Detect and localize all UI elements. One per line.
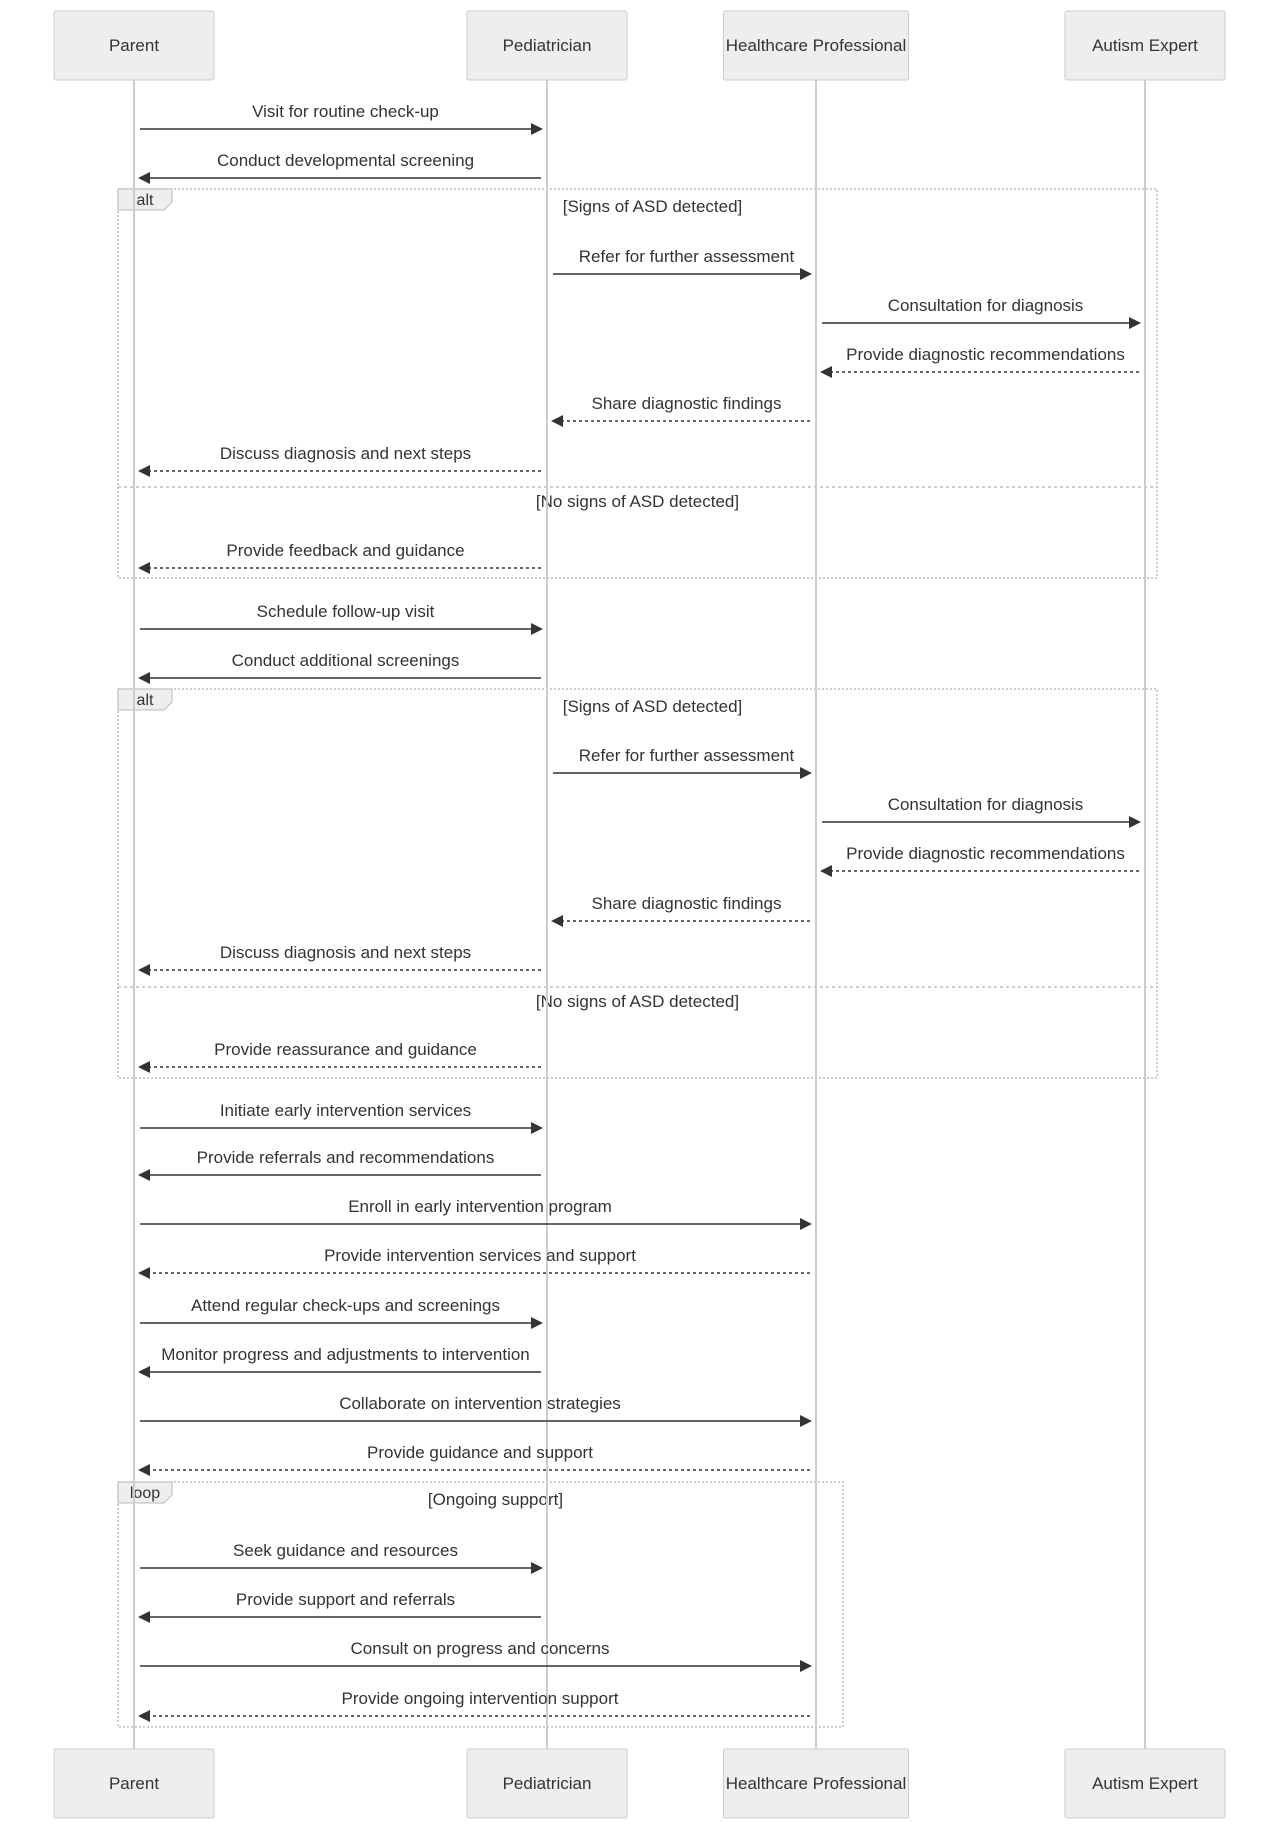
arrowhead-icon — [531, 623, 543, 635]
message-label: Provide diagnostic recommendations — [846, 844, 1125, 863]
message-label: Discuss diagnosis and next steps — [219, 943, 472, 962]
arrowhead-icon — [138, 964, 150, 976]
arrowhead-icon — [138, 1464, 150, 1476]
arrowhead-icon — [531, 1122, 543, 1134]
message-label: Conduct developmental screening — [216, 151, 475, 170]
message — [138, 1443, 810, 1476]
arrowhead-icon — [1129, 317, 1141, 329]
actor-label: Pediatrician — [502, 36, 592, 55]
actor-label: Autism Expert — [1092, 1774, 1198, 1793]
message — [138, 1040, 541, 1073]
actor-pediatrician-top — [467, 11, 627, 80]
actor-label: Healthcare Professional — [725, 36, 907, 55]
message-label: Initiate early intervention services — [219, 1101, 472, 1120]
message — [138, 943, 541, 976]
message-label: Refer for further assessment — [578, 746, 795, 765]
message — [140, 1541, 543, 1574]
arrowhead-icon — [551, 915, 563, 927]
message — [553, 247, 812, 280]
message — [138, 1246, 810, 1279]
message-label: Provide intervention services and support — [324, 1246, 636, 1265]
actor-expert-top — [1065, 11, 1225, 80]
actor-label: Pediatrician — [502, 1774, 592, 1793]
message-label: Consult on progress and concerns — [350, 1639, 610, 1658]
message — [138, 1148, 541, 1181]
arrowhead-icon — [138, 1169, 150, 1181]
actor-hcp-top — [724, 11, 909, 80]
message — [822, 795, 1141, 828]
message — [138, 151, 541, 184]
message-label: Monitor progress and adjustments to intervention — [161, 1345, 530, 1364]
arrowhead-icon — [138, 465, 150, 477]
actor-hcp-bottom — [724, 1749, 909, 1818]
arrowhead-icon — [138, 1611, 150, 1623]
message — [138, 444, 541, 477]
arrowhead-icon — [138, 1061, 150, 1073]
frame-condition: [Signs of ASD detected] — [562, 697, 743, 716]
arrowhead-icon — [800, 767, 812, 779]
message — [551, 394, 810, 427]
message — [138, 1345, 541, 1378]
frame-kind-label: alt — [136, 192, 154, 209]
message — [140, 1639, 812, 1672]
arrowhead-icon — [800, 1660, 812, 1672]
arrowhead-icon — [800, 1415, 812, 1427]
arrowhead-icon — [531, 1317, 543, 1329]
arrowhead-icon — [820, 366, 832, 378]
message-label: Provide reassurance and guidance — [214, 1040, 477, 1059]
message-label: Share diagnostic findings — [591, 894, 782, 913]
message-label: Consultation for diagnosis — [887, 795, 1084, 814]
frame-condition: [Ongoing support] — [427, 1490, 564, 1509]
lifelines-layer — [134, 80, 1145, 1749]
messages-layer — [138, 102, 1141, 1722]
arrowhead-icon — [138, 562, 150, 574]
arrowhead-icon — [800, 1218, 812, 1230]
arrowhead-icon — [531, 1562, 543, 1574]
message — [551, 894, 810, 927]
message — [138, 1590, 541, 1623]
arrowhead-icon — [820, 865, 832, 877]
actor-parent-bottom — [54, 1749, 214, 1818]
message — [553, 746, 812, 779]
actor-expert-bottom — [1065, 1749, 1225, 1818]
message-label: Provide feedback and guidance — [226, 541, 465, 560]
message-label: Provide referrals and recommendations — [196, 1148, 495, 1167]
arrowhead-icon — [138, 1267, 150, 1279]
actor-label: Healthcare Professional — [725, 1774, 907, 1793]
message-label: Collaborate on intervention strategies — [339, 1394, 621, 1413]
message — [138, 541, 541, 574]
arrowhead-icon — [138, 1710, 150, 1722]
message-label: Seek guidance and resources — [233, 1541, 458, 1560]
message-label: Consultation for diagnosis — [887, 296, 1084, 315]
message-label: Visit for routine check-up — [252, 102, 439, 121]
arrowhead-icon — [531, 123, 543, 135]
message — [140, 1394, 812, 1427]
message-label: Provide guidance and support — [367, 1443, 593, 1462]
message — [140, 1101, 543, 1134]
message-label: Share diagnostic findings — [591, 394, 782, 413]
message — [820, 844, 1139, 877]
actors-bottom — [54, 1749, 1225, 1818]
message — [140, 102, 543, 135]
frame-condition: [No signs of ASD detected] — [535, 992, 740, 1011]
message-label: Conduct additional screenings — [231, 651, 460, 670]
message — [138, 1689, 810, 1722]
message-label: Provide ongoing intervention support — [341, 1689, 619, 1708]
actor-parent-top — [54, 11, 214, 80]
arrowhead-icon — [551, 415, 563, 427]
message — [140, 1197, 812, 1230]
message — [140, 602, 543, 635]
message — [822, 296, 1141, 329]
message — [820, 345, 1139, 378]
message-label: Provide support and referrals — [235, 1590, 456, 1609]
frame-kind-label: alt — [136, 692, 154, 709]
message — [138, 651, 541, 684]
arrowhead-icon — [138, 672, 150, 684]
message-label: Schedule follow-up visit — [256, 602, 435, 621]
arrowhead-icon — [800, 268, 812, 280]
actor-label: Parent — [108, 36, 160, 55]
message-label: Attend regular check-ups and screenings — [190, 1296, 501, 1315]
actors-top — [54, 11, 1225, 80]
message-label: Discuss diagnosis and next steps — [219, 444, 472, 463]
message — [140, 1296, 543, 1329]
arrowhead-icon — [138, 1366, 150, 1378]
actor-pediatrician-bottom — [467, 1749, 627, 1818]
actor-label: Autism Expert — [1092, 36, 1198, 55]
frame-kind-label: loop — [129, 1485, 161, 1502]
actor-label: Parent — [108, 1774, 160, 1793]
message-label: Enroll in early intervention program — [348, 1197, 612, 1216]
arrowhead-icon — [138, 172, 150, 184]
frame-condition: [No signs of ASD detected] — [535, 492, 740, 511]
arrowhead-icon — [1129, 816, 1141, 828]
frame-condition: [Signs of ASD detected] — [562, 197, 743, 216]
message-label: Provide diagnostic recommendations — [846, 345, 1125, 364]
message-label: Refer for further assessment — [578, 247, 795, 266]
